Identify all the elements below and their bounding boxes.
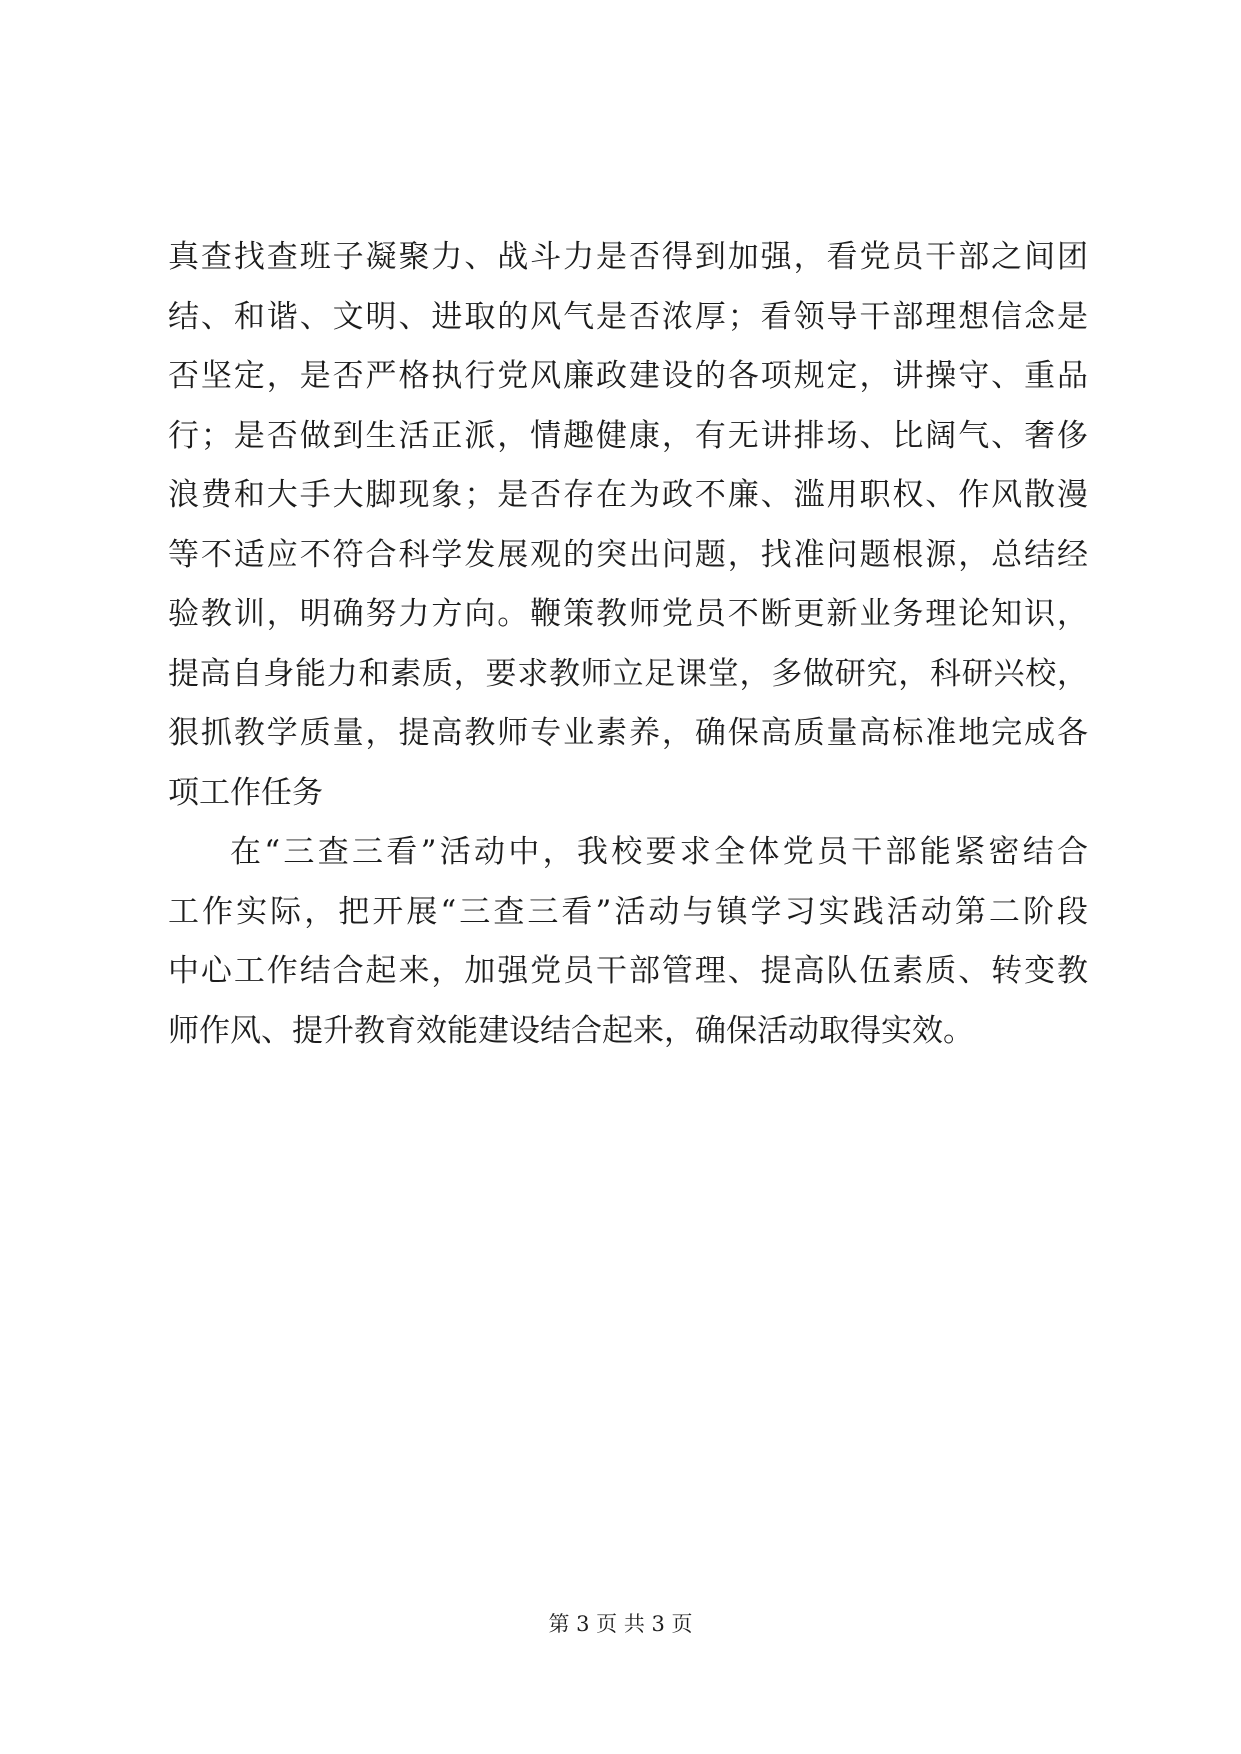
text-line: 行；是否做到生活正派，情趣健康，有无讲排场、比阔气、奢侈 [168,417,1088,454]
text-line: 师作风、提升教育效能建设结合起来，确保活动取得实效。 [168,1012,974,1049]
text-line: 项工作任务 [168,774,323,811]
text-line: 真查找查班子凝聚力、战斗力是否得到加强，看党员干部之间团 [168,239,1088,275]
page-number-footer: 第 3 页 共 3 页 [548,1612,693,1636]
text-line: 验教训，明确努力方向。鞭策教师党员不断更新业务理论知识， [168,596,1088,632]
paragraph-1 [168,228,1088,823]
document-body [168,228,1088,1061]
text-line: 工作实际，把开展“三查三看”活动与镇学习实践活动第二阶段 [168,893,1088,930]
text-line: 狠抓教学质量，提高教师专业素养，确保高质量高标准地完成各 [168,715,1088,751]
text-line: 否坚定，是否严格执行党风廉政建设的各项规定，讲操守、重品 [168,358,1088,394]
text-line: 在“三查三看”活动中，我校要求全体党员干部能紧密结合 [230,834,1088,870]
text-line: 等不适应不符合科学发展观的突出问题，找准问题根源，总结经 [168,536,1088,573]
text-line: 提高自身能力和素质，要求教师立足课堂，多做研究，科研兴校， [168,655,1088,692]
text-line: 结、和谐、文明、进取的风气是否浓厚；看领导干部理想信念是 [168,298,1088,335]
text-line: 浪费和大手大脚现象；是否存在为政不廉、滥用职权、作风散漫 [168,477,1088,513]
text-line: 中心工作结合起来，加强党员干部管理、提高队伍素质、转变教 [168,953,1088,989]
paragraph-2 [168,823,1088,1061]
